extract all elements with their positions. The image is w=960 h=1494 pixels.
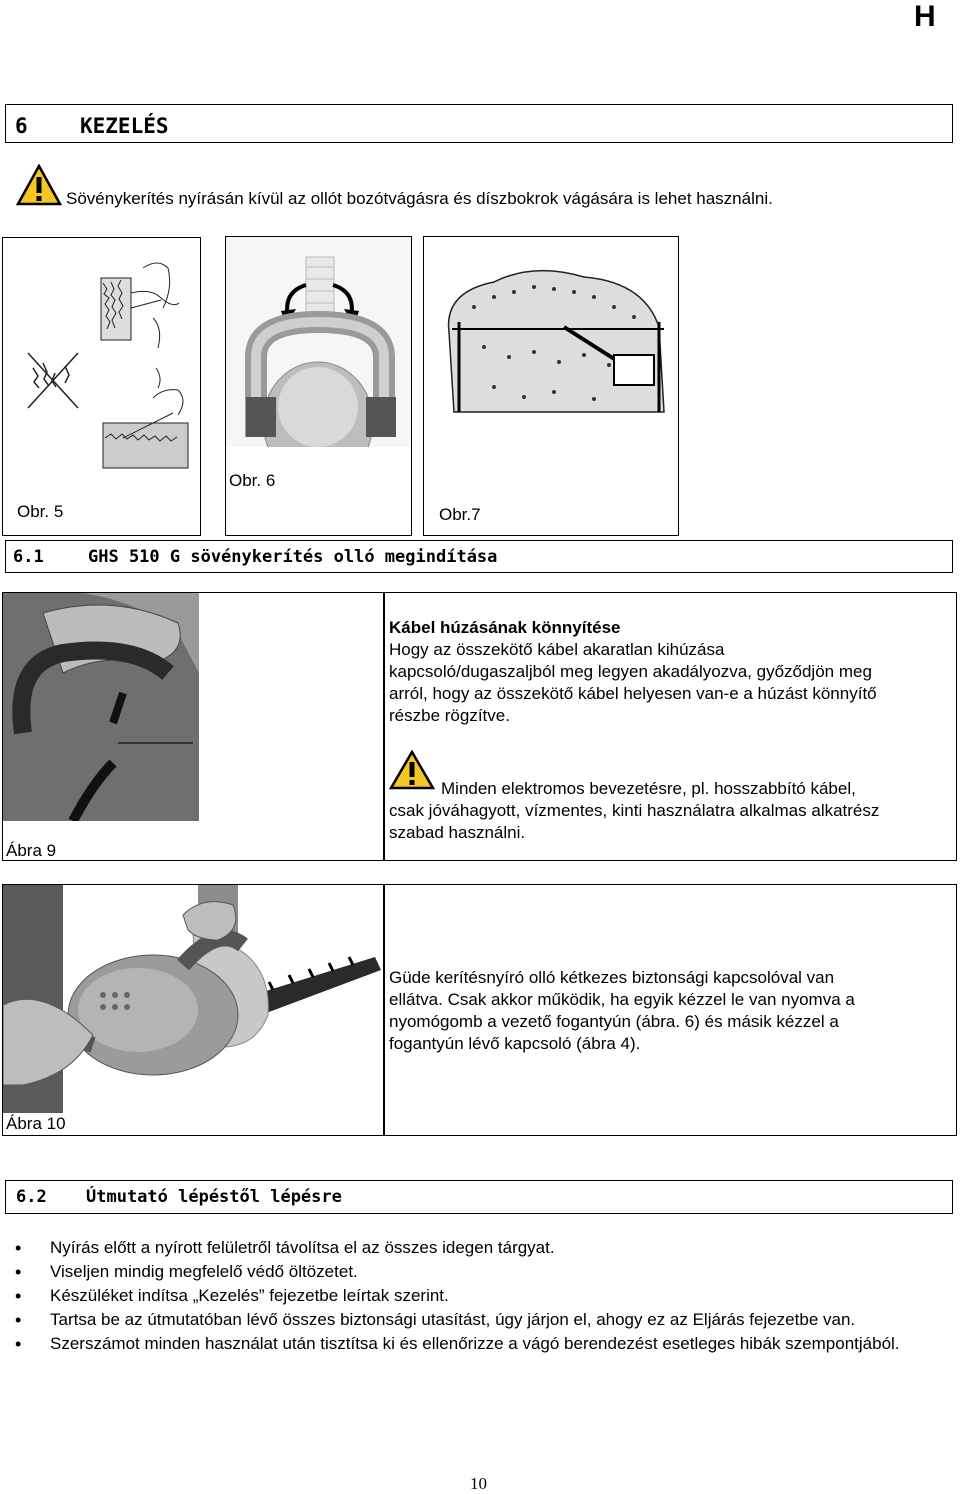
extension-warning-line-1: Minden elektromos bevezetésre, pl. hosszabbító kábel, [441,779,856,798]
cable-relief-line-1: Hogy az összekötő kábel akaratlan kihúzása [389,640,725,659]
two-hand-switch-textbox [384,884,957,1136]
list-item: • Viseljen mindig megfelelő védő öltözetet. [15,1261,945,1284]
two-hand-line-3: nyomógomb a vezető fogantyún (ábra. 6) és másik kézzel a [389,1012,839,1031]
cable-relief-line-3: arról, hogy az összekötő kábel helyesen van-e a húzást könnyítő [389,684,877,703]
figure-5-caption: Obr. 5 [17,502,64,521]
cable-strain-relief-photo [3,593,199,821]
section-number: 6 [15,114,28,138]
figure-7-caption: Obr.7 [439,505,481,524]
list-item: • Készüléket indítsa „Kezelés” fejezetbe leírtak szerint. [15,1285,945,1308]
rotating-handle-photo [226,237,411,447]
figure-5 [2,237,201,536]
extension-warning-line-2: csak jóváhagyott, vízmentes, kinti használatra alkalmas alkatrész [389,801,880,820]
warning-text: Sövénykerítés nyírásán kívül az ollót bozótvágásra és díszbokrok vágására is lehet használni. [66,189,773,208]
warning-note-top [16,164,936,209]
figure-9 [2,592,384,861]
figure-10-caption: Ábra 10 [6,1114,66,1133]
figure-6 [225,236,412,536]
section-title: KEZELÉS [80,114,169,138]
step-by-step-list [15,1237,945,1357]
hedge-sketch [424,237,678,417]
page-number: 10 [470,1474,487,1493]
two-hand-line-2: ellátva. Csak akkor működik, ha egyik kézzel le van nyomva a [389,990,855,1009]
list-item: • Szerszámot minden használat után tisztítsa ki és ellenőrizze a vágó berendezést esetleges hibák szempontjából. [15,1333,945,1356]
section-title: Útmutató lépéstől lépésre [86,1187,342,1207]
figure-10 [2,884,384,1136]
section-number: 6.1 [13,547,44,567]
figure-6-caption: Obr. 6 [229,471,276,490]
cable-relief-textbox [384,592,957,861]
extension-warning-line-3: szabad használni. [389,823,526,842]
cable-relief-title: Kábel húzásának könnyítése [389,618,621,637]
figure-9-caption: Ábra 9 [6,841,57,860]
list-item: • Tartsa be az útmutatóban lévő összes biztonsági utasítást, úgy járjon el, ahogy ez az Eljárás fejezetbe van. [15,1309,945,1332]
section-title: GHS 510 G sövénykerítés olló megindítása [88,547,498,567]
section-6-1-heading [5,540,953,573]
section-number: 6.2 [16,1187,47,1207]
section-6-heading [5,104,953,143]
figure-7 [423,236,679,536]
two-hand-operation-photo [3,885,383,1113]
two-hand-line-1: Güde kerítésnyíró olló kétkezes biztonsági kapcsolóval van [389,968,835,987]
hedge-trimming-sketch [3,238,200,478]
cable-relief-line-2: kapcsoló/dugaszaljból meg legyen akadályozva, győződjön meg [389,662,872,681]
list-item: • Nyírás előtt a nyírott felületről távolítsa el az összes idegen tárgyat. [15,1237,945,1260]
two-hand-line-4: fogantyún lévő kapcsoló (ábra 4). [389,1034,641,1053]
section-6-2-heading [5,1180,953,1214]
language-marker: H [914,0,936,33]
cable-relief-line-4: részbe rögzítve. [389,706,510,725]
warning-triangle-icon [16,164,62,206]
